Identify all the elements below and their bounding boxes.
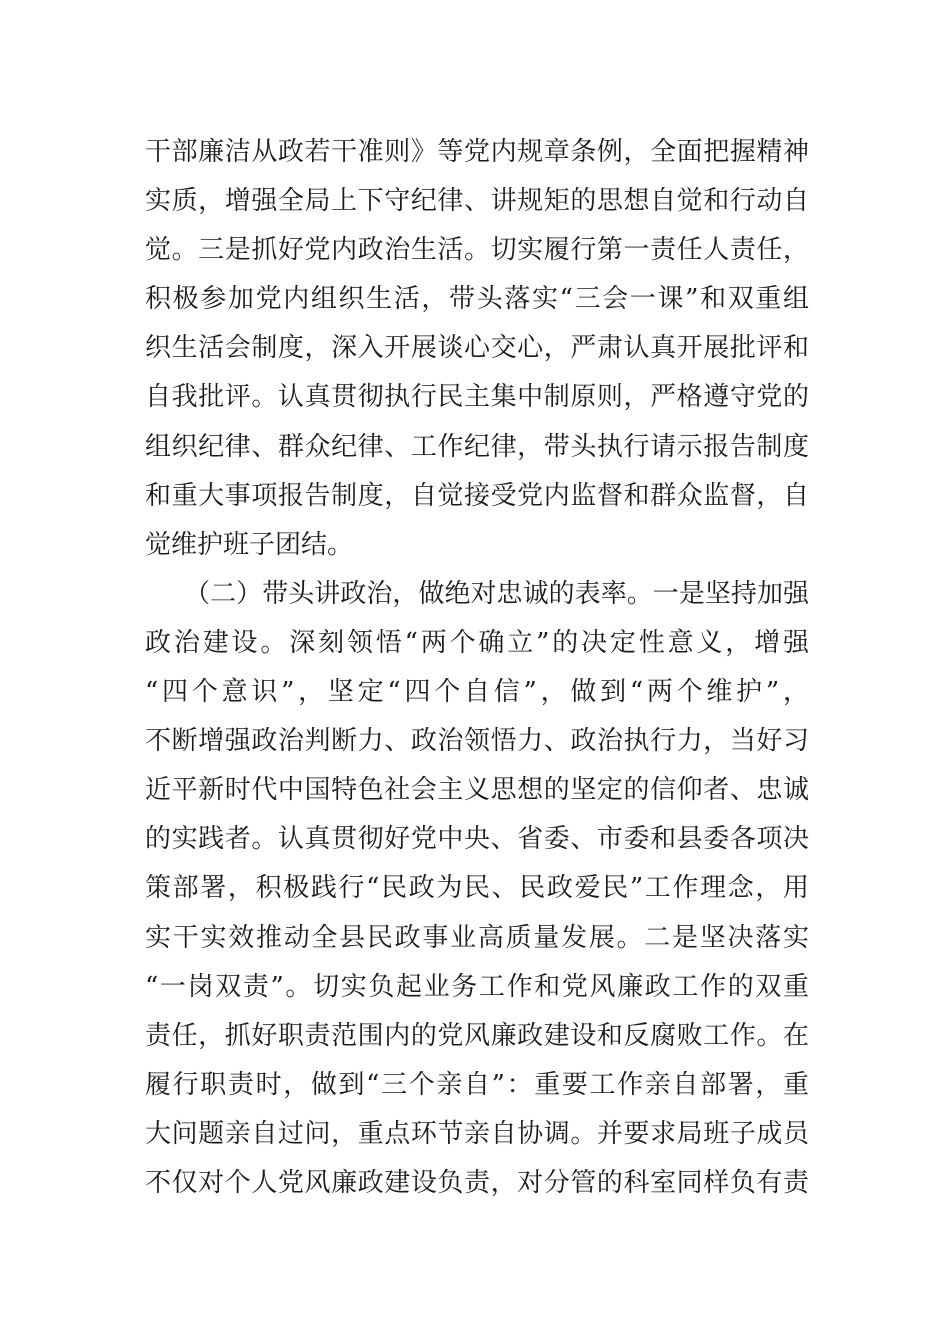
text-line: 干部廉洁从政若干准则》等党内规章条例，全面把握精神 xyxy=(145,137,809,167)
text-line: 近平新时代中国特色社会主义思想的坚定的信仰者、忠诚 xyxy=(145,775,809,806)
section-heading-line: （二）带头讲政治，做绝对忠诚的表率。一是坚持加强 xyxy=(145,578,809,609)
text-line: 不仅对个人党风廉政建设负责，对分管的科室同样负有责 xyxy=(145,1167,809,1198)
text-line: 和重大事项报告制度，自觉接受党内监督和群众监督，自 xyxy=(145,480,809,511)
text-line: 积极参加党内组织生活，带头落实“三会一课”和双重组 xyxy=(145,284,809,315)
text-line: 政治建设。深刻领悟“两个确立”的决定性意义，增强 xyxy=(145,627,809,658)
text-line: 实干实效推动全县民政事业高质量发展。二是坚决落实 xyxy=(145,922,809,953)
text-line: 织生活会制度，深入开展谈心交心，严肃认真开展批评和 xyxy=(145,333,809,364)
text-line: 组织纪律、群众纪律、工作纪律，带头执行请示报告制度 xyxy=(145,431,809,462)
text-line: 履行职责时，做到“三个亲自”：重要工作亲自部署，重 xyxy=(145,1069,809,1100)
text-line: 策部署，积极践行“民政为民、民政爱民”工作理念，用 xyxy=(145,873,809,904)
text-line: 实质，增强全局上下守纪律、讲规矩的思想自觉和行动自 xyxy=(145,186,809,217)
text-line: “一岗双责”。切实负起业务工作和党风廉政工作的双重 xyxy=(145,971,809,1002)
body-text xyxy=(145,128,809,1208)
text-line: “四个意识”，坚定“四个自信”，做到“两个维护”， xyxy=(145,677,809,708)
text-line: 自我批评。认真贯彻执行民主集中制原则，严格遵守党的 xyxy=(145,382,809,413)
text-line: 责任，抓好职责范围内的党风廉政建设和反腐败工作。在 xyxy=(145,1020,809,1051)
paragraph-end-line: 觉维护班子团结。 xyxy=(145,529,354,560)
text-line: 觉。三是抓好党内政治生活。切实履行第一责任人责任， xyxy=(145,235,809,266)
text-line: 不断增强政治判断力、政治领悟力、政治执行力，当好习 xyxy=(145,726,809,757)
text-line: 大问题亲自过问，重点环节亲自协调。并要求局班子成员 xyxy=(145,1118,809,1149)
text-line: 的实践者。认真贯彻好党中央、省委、市委和县委各项决 xyxy=(145,824,809,855)
